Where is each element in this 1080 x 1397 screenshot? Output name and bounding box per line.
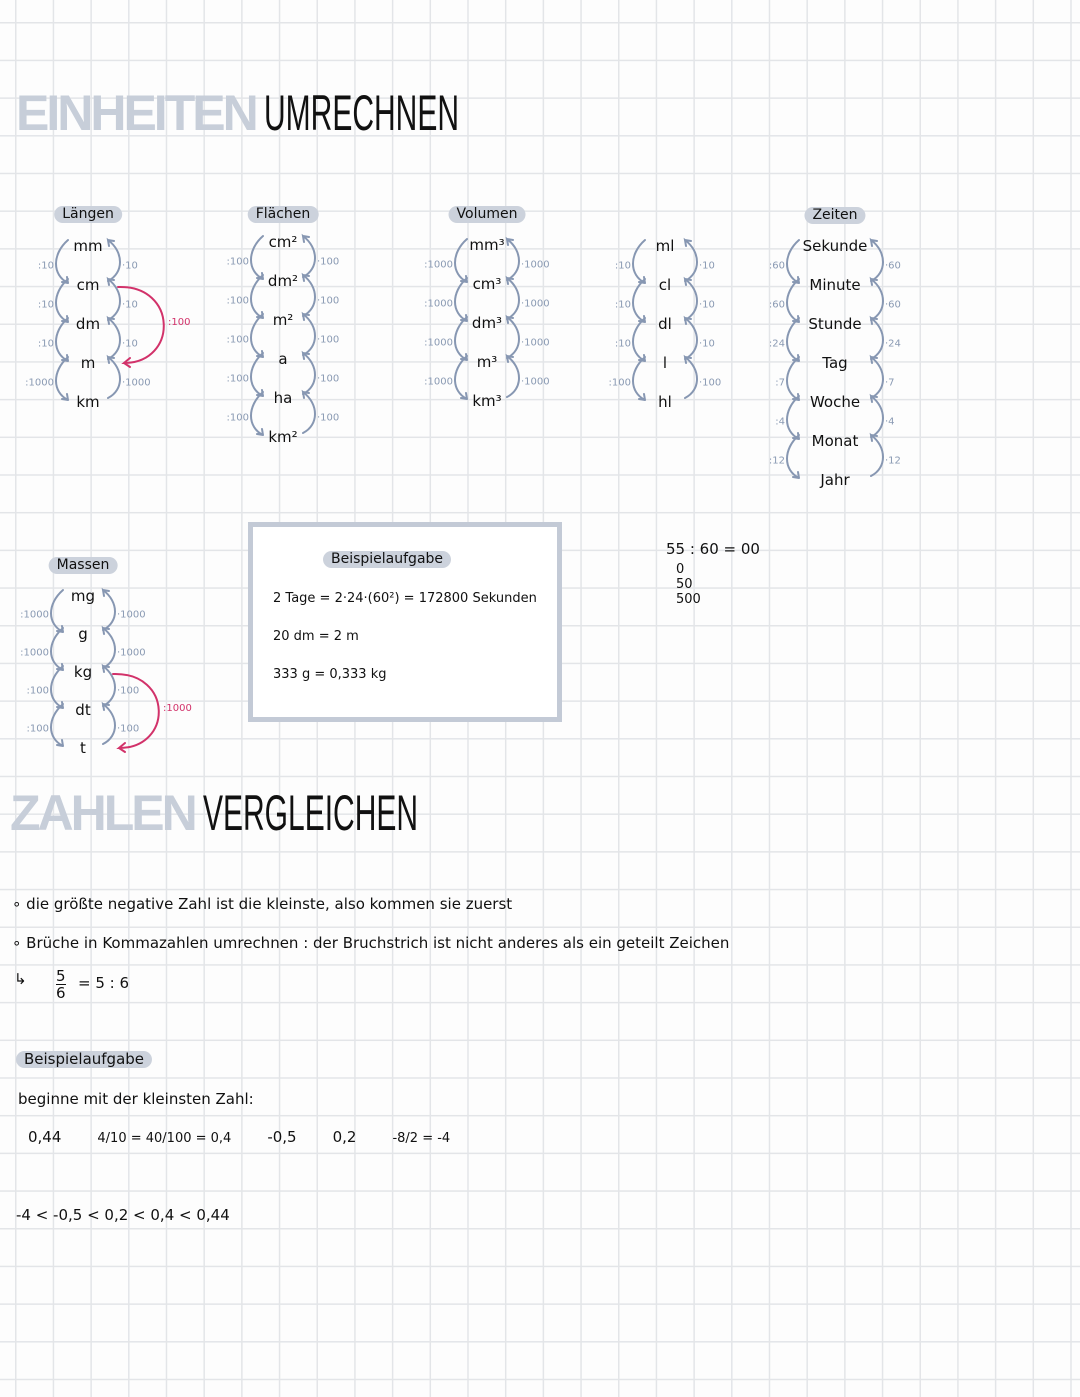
multiply-arrow-icon — [103, 666, 115, 706]
multiply-factor: ·100 — [117, 685, 140, 697]
multiply-arrow-icon — [103, 628, 115, 668]
multiply-arrow-icon — [871, 318, 883, 359]
multiply-factor: ·12 — [885, 455, 901, 466]
divide-arrow-icon — [56, 357, 68, 400]
multiply-arrow-icon — [507, 278, 519, 319]
multiply-arrow-icon — [871, 279, 883, 320]
divide-arrow-icon — [633, 318, 645, 361]
multiply-arrow-icon — [103, 704, 115, 744]
unit-label: mg — [70, 587, 96, 605]
divide-factor: :60 — [768, 260, 785, 271]
multiply-arrow-icon — [507, 239, 519, 280]
unit-label: dm³ — [471, 314, 503, 332]
divide-arrow-icon — [51, 590, 63, 632]
unit-label: km² — [268, 428, 298, 446]
chain-title: Volumen — [449, 206, 526, 223]
fraction-result: = 5 : 6 — [78, 974, 130, 992]
heading-einheiten: EINHEITEN — [16, 85, 256, 141]
fraction — [56, 968, 66, 1001]
unit-label: dt — [75, 701, 91, 719]
multiply-arrow-icon — [871, 435, 883, 476]
unit-label: km — [76, 393, 100, 411]
unit-label: Sekunde — [802, 237, 868, 255]
scratch-step: 50 — [676, 577, 693, 592]
heading-zahlen-vergleichen — [10, 784, 561, 842]
bullet-item: ∘ die größte negative Zahl ist die kleinste, also kommen sie zuerst — [12, 895, 513, 913]
divide-factor: :1000 — [424, 259, 453, 270]
divide-arrow-icon — [633, 240, 645, 283]
unit-label: a — [278, 350, 288, 368]
number: -0,5 — [267, 1128, 297, 1146]
scratch-steps — [676, 562, 701, 607]
multiply-arrow-icon — [303, 236, 315, 277]
unit-label: cm² — [268, 233, 298, 251]
divide-arrow-icon — [251, 236, 263, 279]
divide-factor: :12 — [768, 455, 785, 466]
multiply-arrow-icon — [108, 318, 120, 359]
divide-arrow-icon — [787, 279, 799, 322]
unit-label: ml — [655, 237, 675, 255]
unit-label: l — [662, 354, 668, 372]
heading-umrechnen: UMRECHNEN — [263, 85, 459, 141]
unit-label: Stunde — [808, 315, 862, 333]
multiply-arrow-icon — [871, 357, 883, 398]
unit-label: m³ — [476, 353, 498, 371]
multiply-arrow-icon — [303, 314, 315, 355]
unit-label: cm — [76, 276, 100, 294]
multiply-factor: ·10 — [122, 338, 138, 349]
chain-title: Massen — [49, 557, 118, 574]
divide-factor: :7 — [775, 377, 785, 388]
divide-arrow-icon — [455, 317, 467, 360]
multiply-arrow-icon — [108, 240, 120, 281]
multiply-factor: ·100 — [317, 295, 340, 306]
multiply-factor: ·60 — [885, 260, 901, 271]
multiply-factor: ·100 — [317, 256, 340, 267]
multiply-arrow-icon — [303, 275, 315, 316]
unit-label: dm — [75, 315, 101, 333]
divide-arrow-icon — [51, 628, 63, 670]
unit-label: mm — [73, 237, 103, 255]
divide-arrow-icon — [56, 318, 68, 361]
bullet-text: Brüche in Kommazahlen umrechnen : der Bruchstrich ist nicht anderes als ein geteilt Zeichen — [26, 934, 730, 952]
divide-factor: :100 — [226, 295, 249, 306]
divide-factor: :1000 — [25, 377, 54, 388]
example-line: 2 Tage = 2·24·(60²) = 172800 Sekunden — [273, 591, 537, 606]
multiply-arrow-icon — [871, 240, 883, 281]
multiply-arrow-icon — [685, 318, 697, 359]
unit-label: dl — [658, 315, 672, 333]
scratch-step: 0 — [676, 562, 685, 577]
heading-zahlen: ZAHLEN — [10, 785, 195, 841]
number: 4/10 = 40/100 = 0,4 — [97, 1131, 232, 1146]
example-line: 20 dm = 2 m — [273, 629, 359, 644]
divide-factor: :10 — [37, 260, 54, 271]
divide-factor: :1000 — [424, 337, 453, 348]
multiply-factor: ·1000 — [521, 337, 550, 348]
divide-factor: :10 — [614, 299, 631, 310]
divide-arrow-icon — [633, 357, 645, 400]
unit-label: cm³ — [472, 275, 502, 293]
multiply-factor: ·10 — [122, 299, 138, 310]
multiply-arrow-icon — [685, 279, 697, 320]
multiply-factor: ·1000 — [117, 647, 146, 659]
shortcut-factor: :100 — [168, 317, 191, 328]
unit-label: hl — [658, 393, 672, 411]
multiply-factor: ·1000 — [521, 298, 550, 309]
example-box — [248, 522, 562, 722]
divide-factor: :10 — [614, 260, 631, 271]
unit-label: Tag — [822, 354, 848, 372]
divide-arrow-icon — [251, 392, 263, 435]
divide-arrow-icon — [51, 704, 63, 746]
example-title: Beispielaufgabe — [323, 551, 451, 568]
multiply-factor: ·10 — [699, 260, 715, 271]
divide-factor: :1000 — [424, 298, 453, 309]
divide-arrow-icon — [455, 239, 467, 282]
multiply-factor: ·100 — [699, 377, 722, 388]
example-line: 333 g = 0,333 kg — [273, 667, 387, 682]
example2-title: Beispielaufgabe — [16, 1051, 152, 1068]
multiply-arrow-icon — [103, 590, 115, 630]
result-order: -4 < -0,5 < 0,2 < 0,4 < 0,44 — [16, 1206, 230, 1224]
divide-arrow-icon — [56, 240, 68, 283]
divide-factor: :10 — [37, 338, 54, 349]
unit-label: dm² — [267, 272, 299, 290]
number: 0,44 — [28, 1128, 62, 1146]
multiply-arrow-icon — [108, 279, 120, 320]
unit-label: t — [80, 739, 86, 757]
divide-factor: :1000 — [424, 376, 453, 387]
unit-label: Jahr — [820, 471, 850, 489]
multiply-factor: ·10 — [699, 338, 715, 349]
numerator: 5 — [56, 967, 66, 985]
heading-vergleichen: VERGLEICHEN — [202, 785, 418, 841]
multiply-arrow-icon — [507, 317, 519, 358]
divide-arrow-icon — [787, 435, 799, 478]
chain-title: Flächen — [248, 206, 319, 223]
divide-arrow-icon — [251, 353, 263, 396]
multiply-arrow-icon — [108, 357, 120, 398]
number-list — [28, 1128, 450, 1146]
scratch-division: 55 : 60 = 00 — [666, 540, 760, 558]
multiply-factor: ·1000 — [521, 376, 550, 387]
unit-label: mm³ — [469, 236, 505, 254]
multiply-factor: ·1000 — [117, 609, 146, 621]
unit-label: Minute — [809, 276, 861, 294]
divide-arrow-icon — [56, 279, 68, 322]
instruction: beginne mit der kleinsten Zahl: — [18, 1090, 254, 1108]
divide-factor: :100 — [226, 412, 249, 423]
divide-arrow-icon — [51, 666, 63, 708]
multiply-arrow-icon — [303, 353, 315, 394]
divide-factor: :24 — [768, 338, 785, 349]
multiply-factor: ·1000 — [122, 377, 151, 388]
multiply-factor: ·4 — [885, 416, 895, 427]
chain-title: Längen — [54, 206, 122, 223]
unit-label: m² — [272, 311, 294, 329]
multiply-factor: ·100 — [317, 334, 340, 345]
multiply-factor: ·100 — [317, 373, 340, 384]
divide-arrow-icon — [633, 279, 645, 322]
divide-factor: :1000 — [20, 647, 49, 659]
multiply-arrow-icon — [507, 356, 519, 397]
divide-arrow-icon — [455, 278, 467, 321]
divide-factor: :100 — [226, 373, 249, 384]
divide-arrow-icon — [787, 396, 799, 439]
arrow-icon: ↳ — [14, 970, 27, 988]
multiply-factor: ·100 — [117, 723, 140, 735]
divide-factor: :10 — [37, 299, 54, 310]
unit-label: ha — [273, 389, 293, 407]
divide-factor: :100 — [608, 377, 631, 388]
unit-label: cl — [658, 276, 672, 294]
multiply-factor: ·60 — [885, 299, 901, 310]
unit-label: Monat — [811, 432, 859, 450]
divide-factor: :100 — [26, 723, 49, 735]
divide-arrow-icon — [251, 275, 263, 318]
divide-factor: :1000 — [20, 609, 49, 621]
divide-factor: :60 — [768, 299, 785, 310]
divide-arrow-icon — [251, 314, 263, 357]
bullet-text: die größte negative Zahl ist die kleinste, also kommen sie zuerst — [26, 895, 513, 913]
multiply-factor: ·10 — [122, 260, 138, 271]
unit-label: km³ — [472, 392, 502, 410]
multiply-factor: ·7 — [885, 377, 895, 388]
multiply-arrow-icon — [871, 396, 883, 437]
bullet-item: ∘ Brüche in Kommazahlen umrechnen : der Bruchstrich ist nicht anderes als ein geteilt Zeichen — [12, 934, 730, 952]
multiply-arrow-icon — [685, 240, 697, 281]
divide-factor: :100 — [226, 334, 249, 345]
unit-label: Woche — [809, 393, 861, 411]
unit-label: g — [78, 625, 88, 643]
divide-arrow-icon — [787, 318, 799, 361]
number: -8/2 = -4 — [392, 1131, 451, 1146]
shortcut-factor: :1000 — [163, 703, 192, 714]
multiply-factor: ·1000 — [521, 259, 550, 270]
divide-factor: :100 — [226, 256, 249, 267]
divide-arrow-icon — [455, 356, 467, 399]
scratch-step: 500 — [676, 592, 701, 607]
number: 0,2 — [332, 1128, 357, 1146]
unit-label: m — [80, 354, 96, 372]
divide-arrow-icon — [787, 357, 799, 400]
chain-title: Zeiten — [804, 207, 865, 224]
divide-arrow-icon — [787, 240, 799, 283]
multiply-factor: ·24 — [885, 338, 901, 349]
unit-label: kg — [73, 663, 93, 681]
divide-factor: :100 — [26, 685, 49, 697]
denominator: 6 — [56, 984, 66, 1002]
divide-factor: :10 — [614, 338, 631, 349]
multiply-arrow-icon — [303, 392, 315, 433]
multiply-factor: ·10 — [699, 299, 715, 310]
multiply-arrow-icon — [685, 357, 697, 398]
divide-factor: :4 — [775, 416, 785, 427]
multiply-factor: ·100 — [317, 412, 340, 423]
